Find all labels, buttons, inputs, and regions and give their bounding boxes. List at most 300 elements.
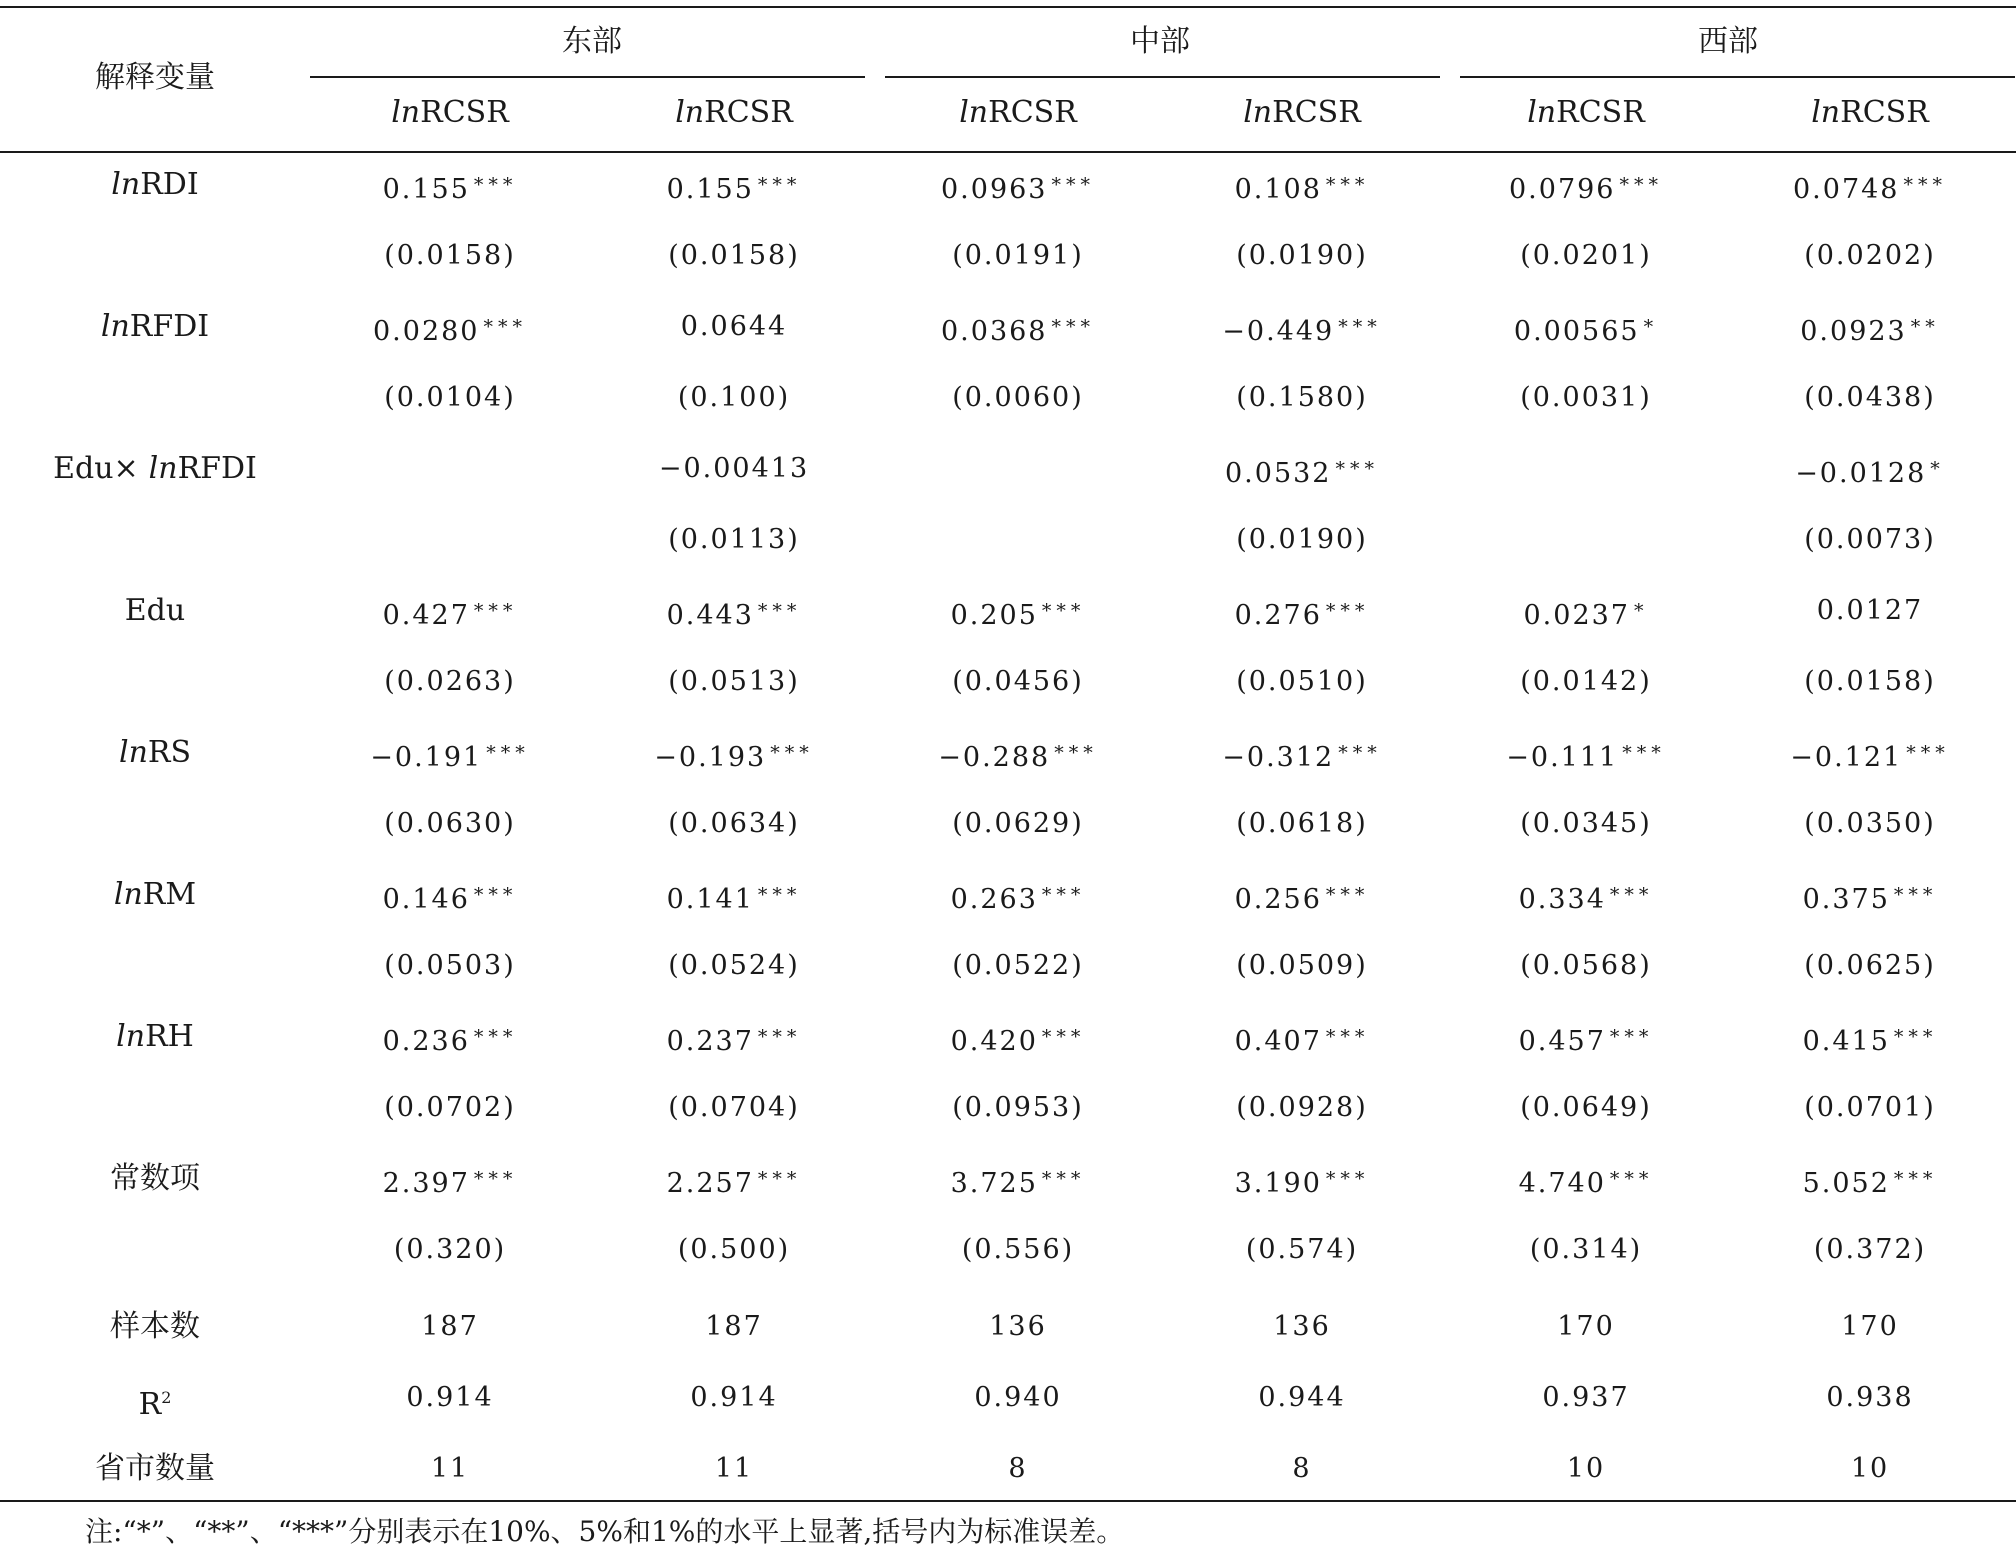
dependent-variable-header xyxy=(1167,88,1437,138)
coefficient-value: 0.155 xyxy=(382,174,470,205)
coefficient-cell xyxy=(1451,586,1721,636)
stat-value: 10 xyxy=(1566,1453,1606,1484)
significance-stars: *** xyxy=(1051,316,1095,338)
standard-error-value: (0.0104) xyxy=(384,382,516,413)
standard-error-value: (0.320) xyxy=(393,1234,507,1265)
coefficient-value: 4.740 xyxy=(1518,1168,1606,1199)
row-label xyxy=(0,586,310,636)
ln-prefix: ln xyxy=(111,167,141,202)
dependent-variable-header xyxy=(883,88,1153,138)
dependent-variable-header xyxy=(599,88,869,138)
coefficient-value: −0.0128 xyxy=(1795,458,1927,489)
significance-stars: *** xyxy=(1041,600,1086,622)
coefficient-cell xyxy=(315,302,585,352)
significance-stars: *** xyxy=(1893,1168,1938,1190)
significance-stars: *** xyxy=(1335,458,1379,480)
standard-error-value: (0.0503) xyxy=(384,950,516,981)
coefficient-value: 0.0237 xyxy=(1523,600,1630,631)
standard-error-cell xyxy=(1167,373,1437,423)
dependent-variable-name: RCSR xyxy=(1272,95,1361,130)
row-label-name: RDI xyxy=(140,167,199,202)
coefficient-cell xyxy=(315,1012,585,1062)
standard-error-cell xyxy=(883,941,1153,991)
stat-cell xyxy=(599,1373,869,1423)
ln-prefix: ln xyxy=(113,877,143,912)
stat-cell xyxy=(599,1444,869,1494)
coefficient-value: 0.0368 xyxy=(941,316,1048,347)
standard-error-cell xyxy=(1451,1083,1721,1133)
row-label xyxy=(0,302,310,352)
standard-error-cell xyxy=(1735,1225,2005,1275)
coefficient-cell xyxy=(883,160,1153,210)
significance-stars: *** xyxy=(1609,1168,1654,1190)
standard-error-cell xyxy=(1451,231,1721,281)
standard-error-value: (0.0158) xyxy=(668,240,800,271)
significance-stars: *** xyxy=(1622,742,1666,764)
coefficient-value: 0.141 xyxy=(666,884,754,915)
standard-error-cell xyxy=(1167,657,1437,707)
standard-error-value: (0.0190) xyxy=(1236,524,1368,555)
stat-cell xyxy=(1167,1373,1437,1423)
stat-cell xyxy=(1167,1444,1437,1494)
coefficient-value: 0.0748 xyxy=(1793,174,1900,205)
ln-prefix: ln xyxy=(116,1019,146,1054)
stat-cell xyxy=(1735,1444,2005,1494)
stat-value: 187 xyxy=(705,1311,763,1342)
standard-error-cell xyxy=(1451,799,1721,849)
stat-cell xyxy=(883,1302,1153,1352)
coefficient-value: 0.256 xyxy=(1234,884,1322,915)
stat-label-text: R xyxy=(138,1387,162,1422)
standard-error-cell xyxy=(315,941,585,991)
significance-stars: *** xyxy=(1903,174,1947,196)
row-label xyxy=(0,160,310,210)
standard-error-value: (0.0158) xyxy=(384,240,516,271)
standard-error-value: (0.500) xyxy=(677,1234,791,1265)
ln-prefix: ln xyxy=(1811,95,1841,130)
coefficient-value: 0.0923 xyxy=(1800,316,1907,347)
coefficient-cell xyxy=(599,586,869,636)
significance-stars: *** xyxy=(1325,1026,1370,1048)
coefficient-cell xyxy=(883,302,1153,352)
coefficient-cell xyxy=(1167,586,1437,636)
ln-prefix: ln xyxy=(100,309,130,344)
standard-error-value: (0.0625) xyxy=(1804,950,1936,981)
explanatory-variable-header: 解释变量 xyxy=(95,60,215,95)
coefficient-cell xyxy=(1735,586,2005,636)
stat-cell xyxy=(315,1302,585,1352)
standard-error-cell xyxy=(599,941,869,991)
dependent-variable-header xyxy=(1735,88,2005,138)
standard-error-value: (0.0201) xyxy=(1520,240,1652,271)
standard-error-value: (0.0618) xyxy=(1236,808,1368,839)
significance-stars: *** xyxy=(1325,600,1370,622)
significance-stars: *** xyxy=(1609,1026,1654,1048)
row-label-name: RM xyxy=(142,877,197,912)
row-label-name: RH xyxy=(145,1019,194,1054)
stat-value: 136 xyxy=(989,1311,1047,1342)
standard-error-cell xyxy=(883,373,1153,423)
significance-stars: *** xyxy=(1893,884,1938,906)
standard-error-value: (0.314) xyxy=(1529,1234,1643,1265)
significance-stars: *** xyxy=(770,742,814,764)
coefficient-value: 0.237 xyxy=(666,1026,754,1057)
coefficient-cell xyxy=(883,1154,1153,1204)
standard-error-cell xyxy=(315,1083,585,1133)
coefficient-value: 0.0644 xyxy=(680,311,788,342)
stat-value: 8 xyxy=(1008,1453,1028,1484)
group-header: 西部 xyxy=(1698,24,1758,59)
coefficient-value: 0.108 xyxy=(1234,174,1322,205)
standard-error-cell xyxy=(1167,799,1437,849)
standard-error-cell xyxy=(315,373,585,423)
stat-label xyxy=(0,1302,310,1352)
standard-error-cell xyxy=(1735,941,2005,991)
row-label xyxy=(0,870,310,920)
stat-cell xyxy=(883,1444,1153,1494)
standard-error-value: (0.0191) xyxy=(952,240,1084,271)
significance-stars: *** xyxy=(473,1168,518,1190)
stat-value: 187 xyxy=(421,1311,479,1342)
standard-error-cell xyxy=(599,1083,869,1133)
stat-value: 170 xyxy=(1841,1311,1899,1342)
stat-value: 170 xyxy=(1557,1311,1615,1342)
standard-error-value: (0.0190) xyxy=(1236,240,1368,271)
ln-prefix: ln xyxy=(1243,95,1273,130)
standard-error-cell xyxy=(599,1225,869,1275)
stat-label-text: 样本数 xyxy=(110,1309,200,1344)
coefficient-cell xyxy=(1167,870,1437,920)
standard-error-value: (0.0522) xyxy=(952,950,1084,981)
stat-cell xyxy=(599,1302,869,1352)
coefficient-cell xyxy=(883,870,1153,920)
significance-stars: *** xyxy=(1041,884,1086,906)
standard-error-value: (0.0704) xyxy=(668,1092,800,1123)
coefficient-value: 0.236 xyxy=(382,1026,470,1057)
coefficient-cell xyxy=(1735,444,2005,494)
stat-label-text: 省市数量 xyxy=(95,1451,215,1486)
standard-error-cell xyxy=(599,799,869,849)
stat-value: 11 xyxy=(430,1453,470,1484)
standard-error-value: (0.0630) xyxy=(384,808,516,839)
significance-stars: *** xyxy=(1338,742,1382,764)
group-underline-central xyxy=(885,76,1440,78)
group-underline-west xyxy=(1460,76,2015,78)
coefficient-value: 2.397 xyxy=(382,1168,470,1199)
standard-error-value: (0.0113) xyxy=(668,524,800,555)
coefficient-value: −0.191 xyxy=(370,742,483,773)
standard-error-value: (0.0073) xyxy=(1804,524,1936,555)
group-underline-east xyxy=(310,76,865,78)
coefficient-cell xyxy=(1735,302,2005,352)
coefficient-cell xyxy=(1735,160,2005,210)
coefficient-value: 0.205 xyxy=(950,600,1038,631)
standard-error-value: (0.0438) xyxy=(1804,382,1936,413)
significance-stars: *** xyxy=(483,316,527,338)
significance-stars: *** xyxy=(1041,1168,1086,1190)
coefficient-value: 0.146 xyxy=(382,884,470,915)
standard-error-value: (0.372) xyxy=(1813,1234,1927,1265)
significance-stars: *** xyxy=(1054,742,1098,764)
ln-prefix: ln xyxy=(959,95,989,130)
standard-error-value: (0.0350) xyxy=(1804,808,1936,839)
standard-error-cell xyxy=(315,799,585,849)
standard-error-cell xyxy=(1167,515,1437,565)
coefficient-cell xyxy=(315,586,585,636)
coefficient-value: 3.190 xyxy=(1234,1168,1322,1199)
stat-value: 11 xyxy=(714,1453,754,1484)
coefficient-cell xyxy=(1167,160,1437,210)
coefficient-cell xyxy=(599,302,869,352)
coefficient-value: 0.334 xyxy=(1518,884,1606,915)
standard-error-cell xyxy=(1451,657,1721,707)
significance-stars: *** xyxy=(473,1026,518,1048)
coefficient-cell xyxy=(883,1012,1153,1062)
coefficient-cell xyxy=(1451,728,1721,778)
standard-error-value: (0.0456) xyxy=(952,666,1084,697)
coefficient-value: 0.420 xyxy=(950,1026,1038,1057)
standard-error-value: (0.0953) xyxy=(952,1092,1084,1123)
coefficient-cell xyxy=(315,870,585,920)
standard-error-value: (0.574) xyxy=(1245,1234,1359,1265)
standard-error-cell xyxy=(1451,941,1721,991)
stat-label xyxy=(0,1444,310,1494)
coefficient-value: 0.375 xyxy=(1802,884,1890,915)
standard-error-cell xyxy=(1451,373,1721,423)
significance-stars: *** xyxy=(1338,316,1382,338)
standard-error-cell xyxy=(315,657,585,707)
coefficient-value: 0.415 xyxy=(1802,1026,1890,1057)
dependent-variable-name: RCSR xyxy=(704,95,793,130)
coefficient-cell xyxy=(1735,1154,2005,1204)
coefficient-value: 0.155 xyxy=(666,174,754,205)
coefficient-cell xyxy=(1451,302,1721,352)
row-label xyxy=(0,1012,310,1062)
bottom-rule xyxy=(0,1500,2016,1502)
top-rule xyxy=(0,6,2016,8)
standard-error-cell xyxy=(315,231,585,281)
coefficient-value: −0.111 xyxy=(1506,742,1619,773)
significance-stars: *** xyxy=(1619,174,1663,196)
standard-error-value: (0.0629) xyxy=(952,808,1084,839)
stat-cell xyxy=(315,1373,585,1423)
coefficient-cell xyxy=(1735,870,2005,920)
coefficient-value: −0.193 xyxy=(654,742,767,773)
dependent-variable-header xyxy=(1451,88,1721,138)
standard-error-value: (0.0524) xyxy=(668,950,800,981)
significance-stars: *** xyxy=(1325,1168,1370,1190)
coefficient-cell xyxy=(315,728,585,778)
row-label-name: 常数项 xyxy=(110,1161,200,1196)
significance-stars: *** xyxy=(1325,174,1370,196)
coefficient-value: 5.052 xyxy=(1802,1168,1890,1199)
row-label-name: RFDI xyxy=(177,451,257,486)
standard-error-cell xyxy=(1167,231,1437,281)
standard-error-value: (0.0158) xyxy=(1804,666,1936,697)
row-label-name: RS xyxy=(147,735,192,770)
standard-error-cell xyxy=(599,231,869,281)
table-note: 注:“*”、“**”、“***”分别表示在10%、5%和1%的水平上显著,括号内为标准误差。 xyxy=(85,1515,1125,1548)
standard-error-cell xyxy=(1735,373,2005,423)
coefficient-value: −0.312 xyxy=(1222,742,1335,773)
standard-error-value: (0.100) xyxy=(677,382,791,413)
coefficient-value: 0.0796 xyxy=(1509,174,1616,205)
coefficient-cell xyxy=(1735,1012,2005,1062)
coefficient-cell xyxy=(1451,870,1721,920)
stat-value: 10 xyxy=(1850,1453,1890,1484)
coefficient-cell xyxy=(599,1012,869,1062)
stat-value: 0.940 xyxy=(974,1382,1062,1413)
standard-error-cell xyxy=(883,1225,1153,1275)
row-label xyxy=(0,444,310,494)
coefficient-cell xyxy=(883,728,1153,778)
coefficient-cell xyxy=(599,160,869,210)
significance-stars: *** xyxy=(757,174,802,196)
standard-error-value: (0.0634) xyxy=(668,808,800,839)
standard-error-value: (0.0031) xyxy=(1520,382,1652,413)
coefficient-cell xyxy=(1451,160,1721,210)
coefficient-value: 0.263 xyxy=(950,884,1038,915)
standard-error-cell xyxy=(599,373,869,423)
standard-error-value: (0.0702) xyxy=(384,1092,516,1123)
standard-error-cell xyxy=(599,515,869,565)
coefficient-cell xyxy=(1451,1154,1721,1204)
group-header: 东部 xyxy=(562,24,622,59)
significance-stars: *** xyxy=(1051,174,1095,196)
significance-stars: ** xyxy=(1910,316,1940,338)
significance-stars: *** xyxy=(486,742,530,764)
standard-error-value: (0.0928) xyxy=(1236,1092,1368,1123)
header-rule xyxy=(0,151,2016,153)
significance-stars: * xyxy=(1633,600,1649,622)
coefficient-value: −0.121 xyxy=(1790,742,1903,773)
coefficient-value: −0.449 xyxy=(1222,316,1335,347)
stat-value: 136 xyxy=(1273,1311,1331,1342)
coefficient-value: 2.257 xyxy=(666,1168,754,1199)
standard-error-value: (0.0345) xyxy=(1520,808,1652,839)
stat-cell xyxy=(1167,1302,1437,1352)
row-label-prefix: Edu× xyxy=(53,451,139,486)
coefficient-value: 0.407 xyxy=(1234,1026,1322,1057)
dependent-variable-header xyxy=(315,88,585,138)
standard-error-value: (0.0509) xyxy=(1236,950,1368,981)
standard-error-value: (0.0263) xyxy=(384,666,516,697)
standard-error-value: (0.0142) xyxy=(1520,666,1652,697)
significance-stars: *** xyxy=(473,884,518,906)
significance-stars: *** xyxy=(1893,1026,1938,1048)
standard-error-cell xyxy=(1451,1225,1721,1275)
coefficient-cell xyxy=(883,586,1153,636)
ln-prefix: ln xyxy=(391,95,421,130)
row-label-name: RFDI xyxy=(129,309,210,344)
dependent-variable-name: RCSR xyxy=(1840,95,1929,130)
coefficient-cell xyxy=(599,1154,869,1204)
coefficient-cell xyxy=(1167,302,1437,352)
stat-cell xyxy=(1735,1302,2005,1352)
coefficient-cell xyxy=(1451,1012,1721,1062)
coefficient-cell xyxy=(1735,728,2005,778)
row-label xyxy=(0,728,310,778)
coefficient-value: −0.00413 xyxy=(658,453,810,484)
stat-cell xyxy=(1735,1373,2005,1423)
stat-value: 0.937 xyxy=(1542,1382,1630,1413)
standard-error-cell xyxy=(1167,1083,1437,1133)
standard-error-cell xyxy=(883,1083,1153,1133)
standard-error-cell xyxy=(883,231,1153,281)
dependent-variable-name: RCSR xyxy=(1556,95,1645,130)
stat-cell xyxy=(883,1373,1153,1423)
row-label xyxy=(0,1154,310,1204)
ln-prefix: ln xyxy=(1527,95,1557,130)
stat-value: 0.944 xyxy=(1258,1382,1346,1413)
coefficient-cell xyxy=(1167,1012,1437,1062)
stat-cell xyxy=(1451,1444,1721,1494)
stat-cell xyxy=(315,1444,585,1494)
significance-stars: * xyxy=(1930,458,1945,480)
stat-cell xyxy=(1451,1373,1721,1423)
significance-stars: *** xyxy=(1325,884,1370,906)
standard-error-value: (0.0701) xyxy=(1804,1092,1936,1123)
significance-stars: * xyxy=(1643,316,1659,338)
significance-stars: *** xyxy=(757,884,802,906)
stat-cell xyxy=(1451,1302,1721,1352)
significance-stars: *** xyxy=(1906,742,1950,764)
standard-error-cell xyxy=(1735,799,2005,849)
coefficient-value: 0.0963 xyxy=(941,174,1048,205)
coefficient-cell xyxy=(315,1154,585,1204)
significance-stars: *** xyxy=(473,600,518,622)
standard-error-cell xyxy=(315,1225,585,1275)
significance-stars: *** xyxy=(473,174,518,196)
standard-error-value: (0.0510) xyxy=(1236,666,1368,697)
standard-error-cell xyxy=(1735,1083,2005,1133)
standard-error-value: (0.0202) xyxy=(1804,240,1936,271)
superscript: 2 xyxy=(161,1388,172,1407)
standard-error-value: (0.556) xyxy=(961,1234,1075,1265)
standard-error-cell xyxy=(599,657,869,707)
coefficient-cell xyxy=(1167,1154,1437,1204)
standard-error-value: (0.1580) xyxy=(1236,382,1368,413)
stat-value: 0.914 xyxy=(406,1382,494,1413)
coefficient-cell xyxy=(315,160,585,210)
standard-error-value: (0.0513) xyxy=(668,666,800,697)
row-label-name: Edu xyxy=(124,593,186,628)
stat-value: 0.938 xyxy=(1826,1382,1914,1413)
stat-value: 8 xyxy=(1292,1453,1312,1484)
coefficient-cell xyxy=(1167,728,1437,778)
ln-prefix: ln xyxy=(148,451,178,486)
standard-error-cell xyxy=(883,657,1153,707)
standard-error-cell xyxy=(1735,657,2005,707)
significance-stars: *** xyxy=(1609,884,1654,906)
coefficient-value: 0.443 xyxy=(666,600,754,631)
standard-error-value: (0.0060) xyxy=(952,382,1084,413)
standard-error-value: (0.0568) xyxy=(1520,950,1652,981)
group-header: 中部 xyxy=(1130,24,1190,59)
coefficient-value: 0.427 xyxy=(382,600,470,631)
significance-stars: *** xyxy=(757,1026,802,1048)
ln-prefix: ln xyxy=(675,95,705,130)
ln-prefix: ln xyxy=(118,735,148,770)
standard-error-cell xyxy=(1167,1225,1437,1275)
coefficient-value: 0.0127 xyxy=(1816,595,1924,626)
significance-stars: *** xyxy=(757,1168,802,1190)
stat-value: 0.914 xyxy=(690,1382,778,1413)
coefficient-value: 0.0532 xyxy=(1225,458,1332,489)
coefficient-cell xyxy=(599,444,869,494)
coefficient-value: 0.276 xyxy=(1234,600,1322,631)
coefficient-value: 0.0280 xyxy=(373,316,480,347)
